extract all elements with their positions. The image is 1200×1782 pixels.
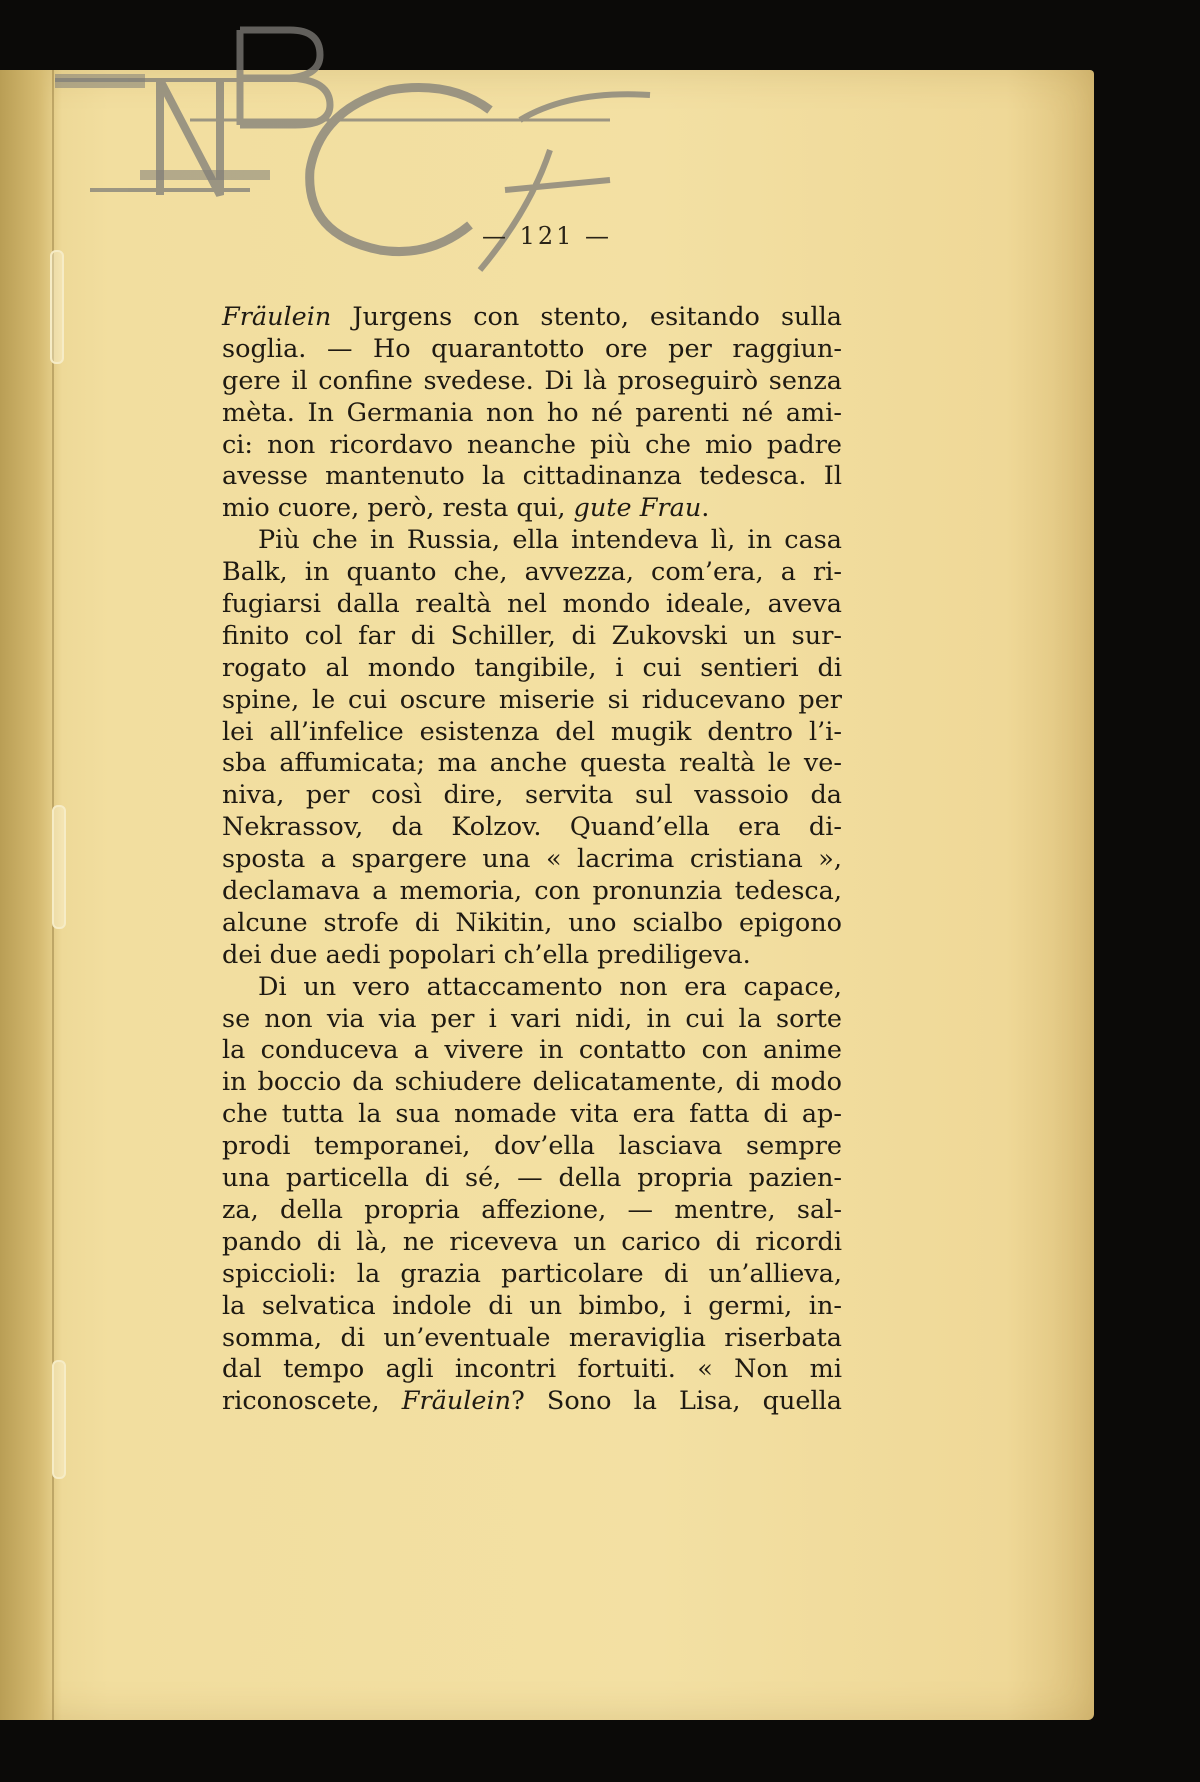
text-line (222, 1163, 842, 1195)
text-segment: declamava a memoria, con pronunzia tedesca, (222, 876, 842, 907)
text-line (222, 717, 842, 749)
text-segment: gere il confine svedese. Di là proseguirò senza (222, 365, 842, 396)
text-segment: Balk, in quanto che, avvezza, com’era, a ri- (222, 557, 842, 588)
text-segment: soglia. — Ho quarantotto ore per raggiun- (222, 333, 842, 364)
text-line (222, 940, 842, 972)
text-line (222, 844, 842, 876)
text-line (222, 876, 842, 908)
text-line (222, 685, 842, 717)
text-line (222, 1323, 842, 1355)
text-line (222, 1227, 842, 1259)
binding-stitch (52, 805, 66, 929)
text-segment: avesse mantenuto la cittadinanza tedesca. Il (222, 461, 842, 492)
text-segment: Jurgens con stento, esitando sulla (331, 302, 842, 332)
text-segment: in boccio da schiudere delicatamente, di modo (222, 1067, 842, 1098)
text-line (222, 557, 842, 589)
text-line (222, 302, 842, 334)
text-line (222, 334, 842, 366)
text-line (222, 748, 842, 780)
italic-text: Fräulein (401, 1386, 512, 1417)
text-segment: pando di là, ne riceveva un carico di ricordi (222, 1226, 842, 1257)
text-line (222, 1004, 842, 1036)
text-line (222, 398, 842, 430)
text-segment: ? Sono la Lisa, quella (511, 1386, 842, 1417)
text-line (222, 653, 842, 685)
text-line (222, 589, 842, 621)
text-line (222, 812, 842, 844)
text-segment: Nekrassov, da Kolzov. Quand’ella era di- (222, 812, 842, 843)
text-segment: prodi temporanei, dov’ella lasciava sempre (222, 1131, 842, 1162)
page-number: — 121 — (481, 222, 613, 250)
text-line (222, 1195, 842, 1227)
text-line (222, 1259, 842, 1291)
text-segment: mio cuore, però, resta qui, (222, 493, 574, 524)
text-line (222, 430, 842, 462)
text-segment: la conduceva a vivere in contatto con anime (222, 1035, 842, 1066)
text-segment: che tutta la sua nomade vita era fatta di ap- (222, 1099, 842, 1130)
text-line (222, 1354, 842, 1386)
text-segment: finito col far di Schiller, di Zukovski un sur- (222, 620, 842, 651)
text-segment: la selvatica indole di un bimbo, i germi, in- (222, 1290, 842, 1321)
text-segment: Più che in Russia, ella intendeva lì, in casa (258, 525, 842, 556)
text-segment: riconoscete, (222, 1386, 402, 1417)
text-segment: sposta a spargere una « lacrima cristiana », (222, 844, 842, 875)
text-line (222, 621, 842, 653)
scan-background (0, 1720, 1200, 1782)
text-segment: fugiarsi dalla realtà nel mondo ideale, aveva (222, 589, 842, 620)
text-segment: una particella di sé, — della propria pazien- (222, 1163, 842, 1194)
text-segment: sba affumicata; ma anche questa realtà le ve- (222, 748, 842, 779)
text-segment: mèta. In Germania non ho né parenti né ami- (222, 397, 842, 428)
text-segment: dei due aedi popolari ch’ella prediligeva. (222, 939, 751, 970)
text-segment: rogato al mondo tangibile, i cui sentieri di (222, 652, 842, 683)
text-line (222, 1067, 842, 1099)
text-line (222, 366, 842, 398)
text-line (222, 908, 842, 940)
text-line (222, 461, 842, 493)
italic-text: gute Frau (573, 493, 702, 524)
text-line (222, 972, 842, 1004)
text-segment: spiccioli: la grazia particolare di un’allieva, (222, 1258, 842, 1289)
text-segment: dal tempo agli incontri fortuiti. « Non mi (222, 1354, 842, 1385)
text-segment: spine, le cui oscure miserie si riducevano per (222, 684, 842, 715)
text-segment: za, della propria affezione, — mentre, sal- (222, 1194, 842, 1225)
text-segment: se non via via per i vari nidi, in cui la sorte (222, 1003, 842, 1034)
text-line (222, 1386, 842, 1418)
italic-text: Fräulein (222, 302, 332, 332)
text-line (222, 525, 842, 557)
text-line (222, 493, 842, 525)
binding-stitch (52, 1360, 66, 1479)
text-line (222, 1291, 842, 1323)
text-line (222, 1099, 842, 1131)
body-text (222, 302, 842, 1418)
text-line (222, 1035, 842, 1067)
text-segment: . (701, 493, 710, 524)
text-segment: ci: non ricordavo neanche più che mio padre (222, 429, 842, 460)
text-segment: Di un vero attaccamento non era capace, (258, 971, 842, 1002)
text-segment: niva, per così dire, servita sul vassoio da (222, 780, 842, 811)
text-line (222, 1131, 842, 1163)
text-line (222, 780, 842, 812)
text-segment: lei all’infelice esistenza del mugik dentro l’i- (222, 716, 842, 747)
text-segment: alcune strofe di Nikitin, uno scialbo epigono (222, 907, 842, 938)
text-segment: somma, di un’eventuale meraviglia riserbata (222, 1322, 842, 1353)
